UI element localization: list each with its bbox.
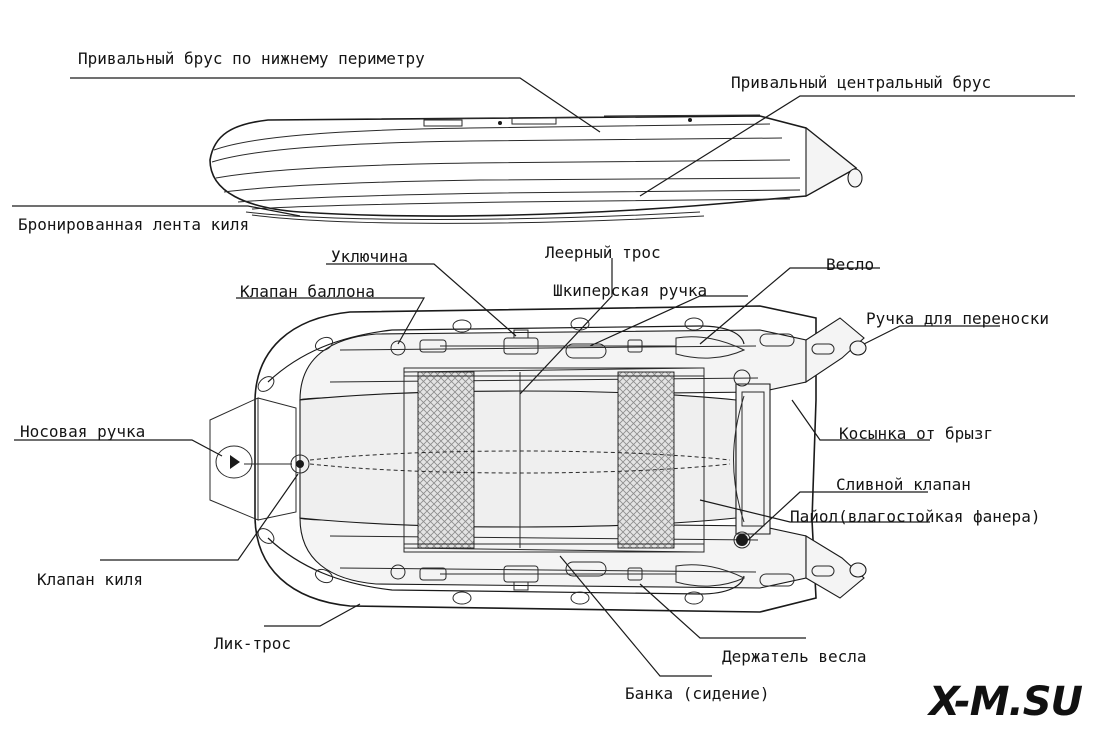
label-keel-armored-tape: Бронированная лента киля [18,215,250,234]
label-tube-valve: Клапан баллона [240,282,375,301]
label-drain-valve: Сливной клапан [836,475,971,494]
label-oar: Весло [826,255,875,274]
label-rubbing-strake-central: Привальный центральный брус [731,73,992,92]
watermark: X-M.SU [929,679,1082,725]
label-spray-deflector: Косынка от брызг [839,424,994,443]
label-lifeline-rope: Леерный трос [545,243,661,262]
label-oarlock: Уключина [331,247,409,266]
label-keel-valve: Клапан киля [37,570,143,589]
label-bow-handle: Носовая ручка [20,422,146,441]
label-bench-seat: Банка (сидение) [625,684,770,703]
label-floorboard: Пайол(влагостойкая фанера) [790,507,1041,526]
label-rubbing-strake-bottom: Привальный брус по нижнему периметру [78,49,425,68]
label-skipper-handle: Шкиперская ручка [553,281,708,300]
side-view-group [210,115,862,223]
label-oar-holder: Держатель весла [722,647,867,666]
label-carry-handle: Ручка для переноски [866,309,1050,328]
label-lik-rope: Лик-трос [214,634,292,653]
top-view-group [210,306,866,612]
